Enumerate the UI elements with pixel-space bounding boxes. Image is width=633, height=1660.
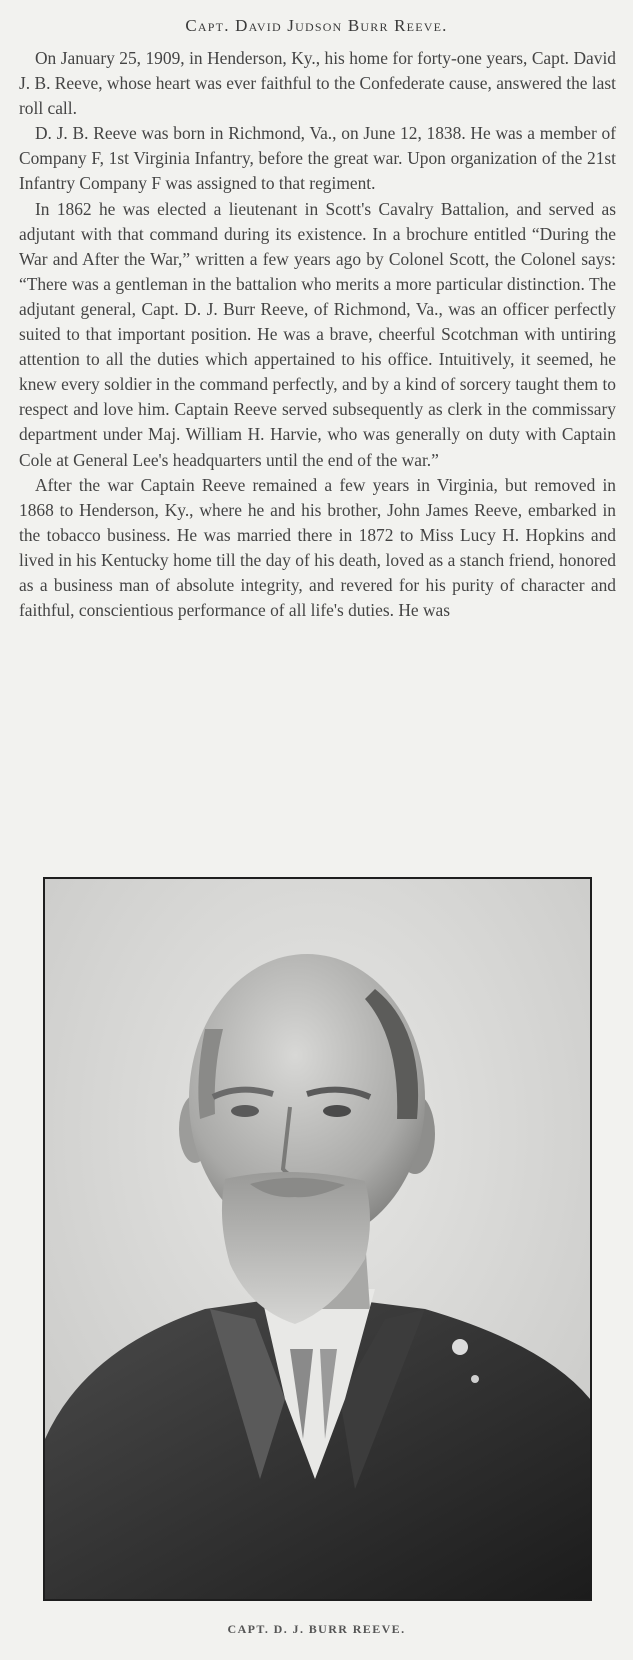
photo-caption: CAPT. D. J. BURR REEVE. [227,1622,406,1636]
paragraph-after-war: After the war Captain Reeve remained a few years in Virginia, but removed in 1868 to Henderson, Ky., where he and his brother, John James Reeve, embarked in the tobacco business. He was married there in 1872 to Miss Lucy H. Hopkins and lived in his Kentucky home till the day of his death, loved as a stanch friend, honored as a business man of absolute integrity, and revered for his purity of character and faithful, conscientious performance of all life's duties. He was [19,474,616,621]
paragraph-death: On January 25, 1909, in Henderson, Ky., his home for forty-one years, Capt. David J. B. Reeve, whose heart was ever faithful to the Confederate cause, answered the last roll call. [19,48,616,119]
article-body [19,46,616,623]
paragraph-war-service: In 1862 he was elected a lieutenant in Scott's Cavalry Battalion, and served as adjutant with that command during its existence. In a brochure entitled “During the War and After the War,” written a few years ago by Colonel Scott, the Colonel says: “There was a gentleman in the battalion who merits a more particular distinction. The adjutant general, Capt. D. J. Burr Reeve, of Richmond, Va., was an officer perfectly suited to that important position. He was a brave, cheerful Scotchman with untiring attention to all the duties which appertained to his office. Intuitively, it seemed, he knew every soldier in the command perfectly, and by a kind of sorcery taught them to respect and love him. Captain Reeve served subsequently as clerk in the commissary department under Maj. William H. Harvie, who was generally on duty with Captain Cole at General Lee's headquarters until the end of the war.” [19,198,616,470]
article-title: Capt. David Judson Burr Reeve. [185,16,448,35]
portrait-photo [43,877,592,1601]
portrait-image [45,879,590,1599]
paragraph-birth: D. J. B. Reeve was born in Richmond, Va., on June 12, 1838. He was a member of Company F, 1st Virginia Infantry, before the great war. Upon organization of the 21st Infantry Company F was assigned to that regiment. [19,123,616,194]
